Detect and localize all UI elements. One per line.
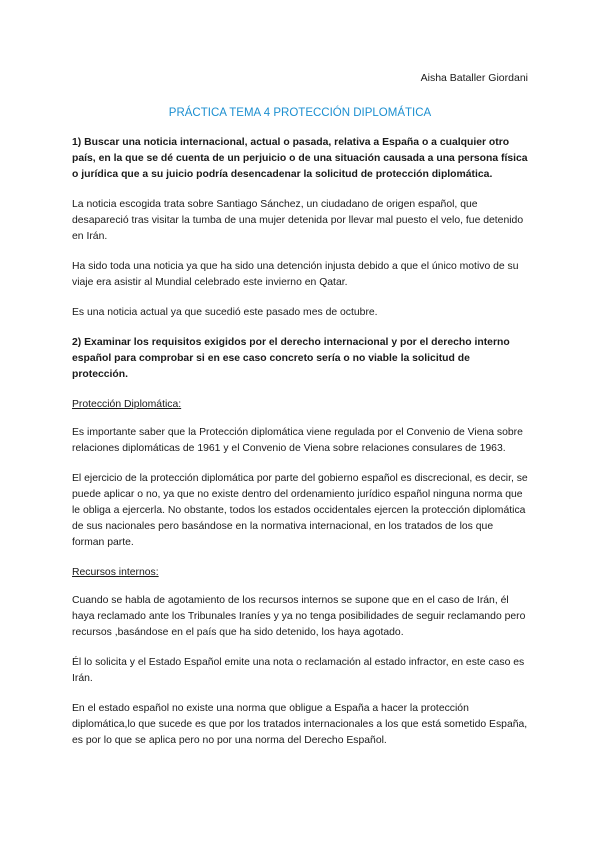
- paragraph: Es una noticia actual ya que sucedió este pasado mes de octubre.: [72, 307, 378, 318]
- author-name: Aisha Bataller Giordani: [420, 72, 528, 84]
- paragraph: El ejercicio de la protección diplomática por parte del gobierno español es discrecional, es decir, se puede aplicar o no, ya que no existe dentro del ordenamiento jurídico español ninguna norma que le obliga a ejercerla. No obstante, todos los estados occidentales ejercen la protección diplomática de sus nacionales pero basándose en la normativa internacional, en los tratados de los que forman parte.: [72, 473, 528, 548]
- paragraph: La noticia escogida trata sobre Santiago Sánchez, un ciudadano de origen español, que desapareció tras visitar la tumba de una mujer detenida por llevar mal puesto el velo, fue detenido en Irán.: [72, 199, 524, 242]
- paragraph: Es importante saber que la Protección diplomática viene regulada por el Convenio de Viena sobre relaciones diplomáticas de 1961 y el Convenio de Viena sobre relaciones consulares de 1963.: [72, 427, 523, 454]
- question-2: 2) Examinar los requisitos exigidos por el derecho internacional y por el derecho interno español para comprobar si en ese caso concreto sería o no viable la solicitud de protección.: [72, 337, 510, 380]
- paragraph: Ha sido toda una noticia ya que ha sido una detención injusta debido a que el único motivo de su viaje era asistir al Mundial celebrado este invierno en Qatar.: [72, 261, 519, 288]
- question-1: 1) Buscar una noticia internacional, actual o pasada, relativa a España o a cualquier otro país, en la que se dé cuenta de un perjuicio o de una situación causada a una persona física o jurídica que a su juicio podría desencadenar la solicitud de protección diplomática.: [72, 137, 528, 180]
- paragraph: En el estado español no existe una norma que obligue a España a hacer la protección diplomática,lo que sucede es que por los tratados internacionales a los que está sometido España, es por lo que se aplica pero no por una norma del Derecho Español.: [72, 703, 528, 746]
- subheading-recursos-internos: Recursos internos:: [72, 567, 159, 578]
- subheading-proteccion-diplomatica: Protección Diplomática:: [72, 399, 182, 410]
- paragraph: Cuando se habla de agotamiento de los recursos internos se supone que en el caso de Irán, él haya reclamado ante los Tribunales Iraníes y ya no tenga posibilidades de seguir reclamando pero recursos ,basándose en el país que ha sido detenido, los haya agotado.: [72, 595, 526, 638]
- document-body: [72, 135, 528, 763]
- paragraph: Él lo solicita y el Estado Español emite una nota o reclamación al estado infractor, en este caso es Irán.: [72, 657, 525, 684]
- document-title: PRÁCTICA TEMA 4 PROTECCIÓN DIPLOMÁTICA: [168, 107, 432, 119]
